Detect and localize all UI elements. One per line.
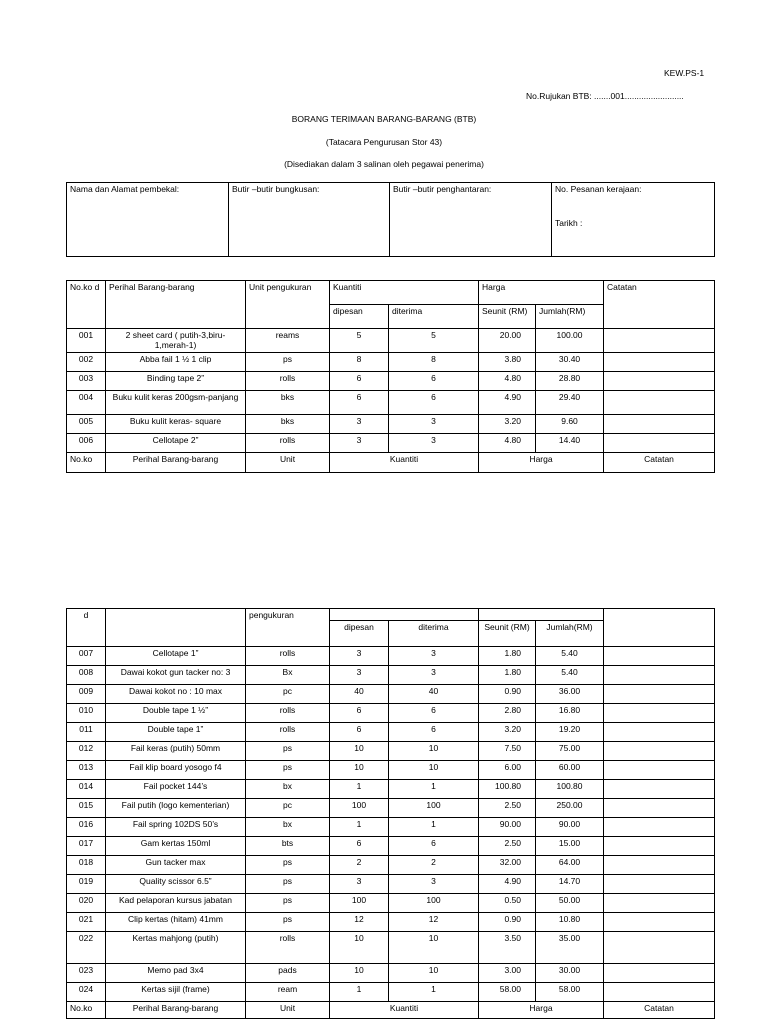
header-dipesan: dipesan <box>330 305 389 329</box>
footer-catatan: Catatan <box>604 453 715 473</box>
footer-perihal: Perihal Barang-barang <box>106 453 246 473</box>
unit-price: 3.00 <box>479 964 536 983</box>
header-seunit: Seunit (RM) <box>479 621 536 647</box>
qty-received: 1 <box>389 818 479 837</box>
table-row <box>67 894 715 913</box>
item-unit: ps <box>246 856 330 875</box>
total-price: 36.00 <box>536 685 604 704</box>
qty-received: 6 <box>389 391 479 415</box>
qty-received: 2 <box>389 856 479 875</box>
header-dipesan: dipesan <box>330 621 389 647</box>
remarks <box>604 837 715 856</box>
remarks <box>604 761 715 780</box>
item-code: 003 <box>67 372 106 391</box>
qty-received: 10 <box>389 761 479 780</box>
item-description: Fail pocket 144’s <box>106 780 246 799</box>
item-code: 021 <box>67 913 106 932</box>
item-description: Gam kertas 150ml <box>106 837 246 856</box>
item-description: Fail klip board yosogo f4 <box>106 761 246 780</box>
remarks <box>604 391 715 415</box>
qty-received: 100 <box>389 894 479 913</box>
qty-ordered: 1 <box>330 818 389 837</box>
footer-unit: Unit <box>246 1002 330 1019</box>
item-description: Cellotape 2” <box>106 434 246 453</box>
item-unit: ream <box>246 983 330 1002</box>
table-row <box>67 742 715 761</box>
table-row <box>67 723 715 742</box>
total-price: 14.40 <box>536 434 604 453</box>
item-description: 2 sheet card ( putih-3,biru-1,merah-1) <box>106 329 246 353</box>
qty-ordered: 40 <box>330 685 389 704</box>
remarks <box>604 372 715 391</box>
item-unit: pc <box>246 799 330 818</box>
qty-ordered: 3 <box>330 647 389 666</box>
item-code: 018 <box>67 856 106 875</box>
item-unit: rolls <box>246 372 330 391</box>
unit-price: 4.80 <box>479 372 536 391</box>
page-title: BORANG TERIMAAN BARANG-BARANG (BTB) <box>291 114 477 124</box>
total-price: 30.00 <box>536 964 604 983</box>
header-no-kod: No.ko d <box>67 281 106 329</box>
total-price: 19.20 <box>536 723 604 742</box>
table-row <box>67 434 715 453</box>
total-price: 100.00 <box>536 329 604 353</box>
total-price: 58.00 <box>536 983 604 1002</box>
footer-kuantiti: Kuantiti <box>330 1002 479 1019</box>
table-row <box>67 415 715 434</box>
footer-no-kod: No.ko <box>67 453 106 473</box>
supplier-info-table <box>66 182 715 257</box>
qty-ordered: 3 <box>330 666 389 685</box>
table-row <box>67 685 715 704</box>
qty-ordered: 6 <box>330 723 389 742</box>
item-unit: Bx <box>246 666 330 685</box>
qty-received: 3 <box>389 415 479 434</box>
item-description: Fail keras (putih) 50mm <box>106 742 246 761</box>
qty-ordered: 10 <box>330 964 389 983</box>
unit-price: 4.90 <box>479 875 536 894</box>
header-kod-cont: d <box>67 609 106 647</box>
header-catatan: Catatan <box>604 281 715 329</box>
item-unit: rolls <box>246 434 330 453</box>
item-unit: ps <box>246 761 330 780</box>
item-description: Double tape 1” <box>106 723 246 742</box>
qty-received: 6 <box>389 704 479 723</box>
remarks <box>604 932 715 964</box>
item-description: Cellotape 1” <box>106 647 246 666</box>
item-description: Abba fail 1 ½ 1 clip <box>106 353 246 372</box>
item-code: 005 <box>67 415 106 434</box>
unit-price: 58.00 <box>479 983 536 1002</box>
item-code: 013 <box>67 761 106 780</box>
remarks <box>604 666 715 685</box>
unit-price: 7.50 <box>479 742 536 761</box>
total-price: 10.80 <box>536 913 604 932</box>
unit-price: 0.90 <box>479 685 536 704</box>
item-description: Binding tape 2” <box>106 372 246 391</box>
unit-price: 20.00 <box>479 329 536 353</box>
qty-received: 10 <box>389 932 479 964</box>
qty-received: 6 <box>389 723 479 742</box>
footer-unit: Unit <box>246 453 330 473</box>
qty-received: 6 <box>389 372 479 391</box>
total-price: 75.00 <box>536 742 604 761</box>
item-code: 006 <box>67 434 106 453</box>
item-code: 022 <box>67 932 106 964</box>
table-row <box>67 391 715 415</box>
item-unit: bks <box>246 415 330 434</box>
item-description: Double tape 1 ½” <box>106 704 246 723</box>
qty-ordered: 3 <box>330 875 389 894</box>
item-description: Fail spring 102DS 50’s <box>106 818 246 837</box>
header-seunit: Seunit (RM) <box>479 305 536 329</box>
unit-price: 4.90 <box>479 391 536 415</box>
table-row <box>67 780 715 799</box>
remarks <box>604 799 715 818</box>
footer-harga: Harga <box>479 453 604 473</box>
remarks <box>604 329 715 353</box>
item-unit: reams <box>246 329 330 353</box>
qty-received: 5 <box>389 329 479 353</box>
total-price: 5.40 <box>536 647 604 666</box>
qty-ordered: 1 <box>330 983 389 1002</box>
item-code: 009 <box>67 685 106 704</box>
remarks <box>604 894 715 913</box>
qty-ordered: 10 <box>330 742 389 761</box>
item-description: Kertas mahjong (putih) <box>106 932 246 964</box>
item-code: 015 <box>67 799 106 818</box>
remarks <box>604 434 715 453</box>
item-code: 008 <box>67 666 106 685</box>
qty-ordered: 100 <box>330 799 389 818</box>
qty-ordered: 2 <box>330 856 389 875</box>
item-code: 007 <box>67 647 106 666</box>
unit-price: 1.80 <box>479 666 536 685</box>
item-unit: ps <box>246 913 330 932</box>
qty-received: 1 <box>389 983 479 1002</box>
unit-price: 1.80 <box>479 647 536 666</box>
qty-ordered: 6 <box>330 372 389 391</box>
total-price: 64.00 <box>536 856 604 875</box>
table-row <box>67 647 715 666</box>
item-unit: rolls <box>246 704 330 723</box>
unit-price: 3.50 <box>479 932 536 964</box>
item-unit: ps <box>246 875 330 894</box>
item-code: 010 <box>67 704 106 723</box>
item-unit: bks <box>246 391 330 415</box>
unit-price: 32.00 <box>479 856 536 875</box>
items-table-2 <box>66 608 715 1019</box>
remarks <box>604 742 715 761</box>
unit-price: 3.20 <box>479 415 536 434</box>
footer-no-kod: No.ko <box>67 1002 106 1019</box>
header-jumlah: Jumlah(RM) <box>536 305 604 329</box>
item-unit: ps <box>246 353 330 372</box>
header-diterima: diterima <box>389 621 479 647</box>
footer-perihal: Perihal Barang-barang <box>106 1002 246 1019</box>
header-diterima: diterima <box>389 305 479 329</box>
total-price: 35.00 <box>536 932 604 964</box>
table-row <box>67 983 715 1002</box>
item-description: Kertas sijil (frame) <box>106 983 246 1002</box>
qty-received: 6 <box>389 837 479 856</box>
qty-ordered: 6 <box>330 837 389 856</box>
unit-price: 0.90 <box>479 913 536 932</box>
item-code: 019 <box>67 875 106 894</box>
item-code: 017 <box>67 837 106 856</box>
total-price: 60.00 <box>536 761 604 780</box>
item-description: Gun tacker max <box>106 856 246 875</box>
item-unit: bx <box>246 818 330 837</box>
header-jumlah: Jumlah(RM) <box>536 621 604 647</box>
item-code: 011 <box>67 723 106 742</box>
qty-received: 3 <box>389 647 479 666</box>
remarks <box>604 983 715 1002</box>
item-unit: ps <box>246 742 330 761</box>
qty-received: 10 <box>389 964 479 983</box>
table-row <box>67 761 715 780</box>
qty-received: 100 <box>389 799 479 818</box>
item-description: Memo pad 3x4 <box>106 964 246 983</box>
table-row <box>67 913 715 932</box>
total-price: 250.00 <box>536 799 604 818</box>
item-description: Quality scissor 6.5” <box>106 875 246 894</box>
remarks <box>604 818 715 837</box>
unit-price: 2.50 <box>479 837 536 856</box>
qty-ordered: 8 <box>330 353 389 372</box>
item-code: 004 <box>67 391 106 415</box>
item-code: 023 <box>67 964 106 983</box>
footer-harga: Harga <box>479 1002 604 1019</box>
item-code: 002 <box>67 353 106 372</box>
qty-ordered: 100 <box>330 894 389 913</box>
total-price: 15.00 <box>536 837 604 856</box>
item-unit: ps <box>246 894 330 913</box>
unit-price: 2.50 <box>479 799 536 818</box>
item-description: Buku kulit keras 200gsm-panjang <box>106 391 246 415</box>
qty-received: 3 <box>389 434 479 453</box>
table-row <box>67 932 715 964</box>
order-number-cell: No. Pesanan kerajaan: Tarikh : <box>552 183 715 257</box>
package-details-cell: Butir –butir bungkusan: <box>229 183 390 257</box>
qty-received: 1 <box>389 780 479 799</box>
unit-price: 3.20 <box>479 723 536 742</box>
item-code: 020 <box>67 894 106 913</box>
remarks <box>604 415 715 434</box>
table-row <box>67 372 715 391</box>
items-table-1 <box>66 280 715 473</box>
item-unit: bx <box>246 780 330 799</box>
remarks <box>604 875 715 894</box>
header-catatan-cont <box>604 609 715 647</box>
item-description: Kad pelaporan kursus jabatan <box>106 894 246 913</box>
unit-price: 3.80 <box>479 353 536 372</box>
item-unit: rolls <box>246 647 330 666</box>
delivery-details-cell: Butir –butir penghantaran: <box>390 183 552 257</box>
unit-price: 4.80 <box>479 434 536 453</box>
qty-received: 12 <box>389 913 479 932</box>
remarks <box>604 723 715 742</box>
footer-catatan: Catatan <box>604 1002 715 1019</box>
total-price: 28.80 <box>536 372 604 391</box>
qty-ordered: 3 <box>330 434 389 453</box>
qty-ordered: 12 <box>330 913 389 932</box>
total-price: 5.40 <box>536 666 604 685</box>
total-price: 14.70 <box>536 875 604 894</box>
reference-number: No.Rujukan BTB: .......001......................... <box>526 91 684 101</box>
item-unit: rolls <box>246 932 330 964</box>
qty-ordered: 6 <box>330 391 389 415</box>
table-row <box>67 666 715 685</box>
item-unit: pads <box>246 964 330 983</box>
item-description: Dawai kokot no : 10 max <box>106 685 246 704</box>
header-perihal-cont <box>106 609 246 647</box>
table-row <box>67 329 715 353</box>
item-unit: pc <box>246 685 330 704</box>
table-row <box>67 856 715 875</box>
table-row <box>67 837 715 856</box>
qty-ordered: 10 <box>330 932 389 964</box>
unit-price: 2.80 <box>479 704 536 723</box>
unit-price: 6.00 <box>479 761 536 780</box>
qty-received: 3 <box>389 875 479 894</box>
total-price: 29.40 <box>536 391 604 415</box>
table-row <box>67 704 715 723</box>
item-code: 001 <box>67 329 106 353</box>
unit-price: 100.80 <box>479 780 536 799</box>
total-price: 50.00 <box>536 894 604 913</box>
item-unit: rolls <box>246 723 330 742</box>
header-kuantiti: Kuantiti <box>330 281 479 305</box>
item-description: Dawai kokot gun tacker no: 3 <box>106 666 246 685</box>
header-perihal: Perihal Barang-barang <box>106 281 246 329</box>
remarks <box>604 913 715 932</box>
item-unit: bts <box>246 837 330 856</box>
header-harga: Harga <box>479 281 604 305</box>
item-description: Buku kulit keras- square <box>106 415 246 434</box>
supplier-name-cell: Nama dan Alamat pembekal: <box>67 183 229 257</box>
item-code: 014 <box>67 780 106 799</box>
header-unit: Unit pengukuran <box>246 281 330 329</box>
unit-price: 0.50 <box>479 894 536 913</box>
qty-ordered: 6 <box>330 704 389 723</box>
total-price: 90.00 <box>536 818 604 837</box>
table-row <box>67 799 715 818</box>
total-price: 30.40 <box>536 353 604 372</box>
remarks <box>604 856 715 875</box>
qty-received: 40 <box>389 685 479 704</box>
remarks <box>604 685 715 704</box>
qty-ordered: 5 <box>330 329 389 353</box>
total-price: 9.60 <box>536 415 604 434</box>
subtitle-note: (Disediakan dalam 3 salinan oleh pegawai penerima) <box>284 159 484 169</box>
qty-ordered: 10 <box>330 761 389 780</box>
qty-ordered: 1 <box>330 780 389 799</box>
total-price: 16.80 <box>536 704 604 723</box>
remarks <box>604 647 715 666</box>
remarks <box>604 353 715 372</box>
qty-received: 3 <box>389 666 479 685</box>
qty-received: 10 <box>389 742 479 761</box>
table-row <box>67 875 715 894</box>
qty-ordered: 3 <box>330 415 389 434</box>
table-row <box>67 964 715 983</box>
subtitle: (Tatacara Pengurusan Stor 43) <box>325 137 443 147</box>
header-kuantiti-cont <box>330 609 479 621</box>
form-code: KEW.PS-1 <box>664 68 705 78</box>
header-pengukuran: pengukuran <box>246 609 330 647</box>
table-row <box>67 818 715 837</box>
remarks <box>604 964 715 983</box>
item-code: 016 <box>67 818 106 837</box>
remarks <box>604 704 715 723</box>
item-code: 024 <box>67 983 106 1002</box>
item-code: 012 <box>67 742 106 761</box>
table-row <box>67 353 715 372</box>
header-harga-cont <box>479 609 604 621</box>
item-description: Fail putih (logo kementerian) <box>106 799 246 818</box>
item-description: Clip kertas (hitam) 41mm <box>106 913 246 932</box>
qty-received: 8 <box>389 353 479 372</box>
footer-kuantiti: Kuantiti <box>330 453 479 473</box>
unit-price: 90.00 <box>479 818 536 837</box>
total-price: 100.80 <box>536 780 604 799</box>
remarks <box>604 780 715 799</box>
